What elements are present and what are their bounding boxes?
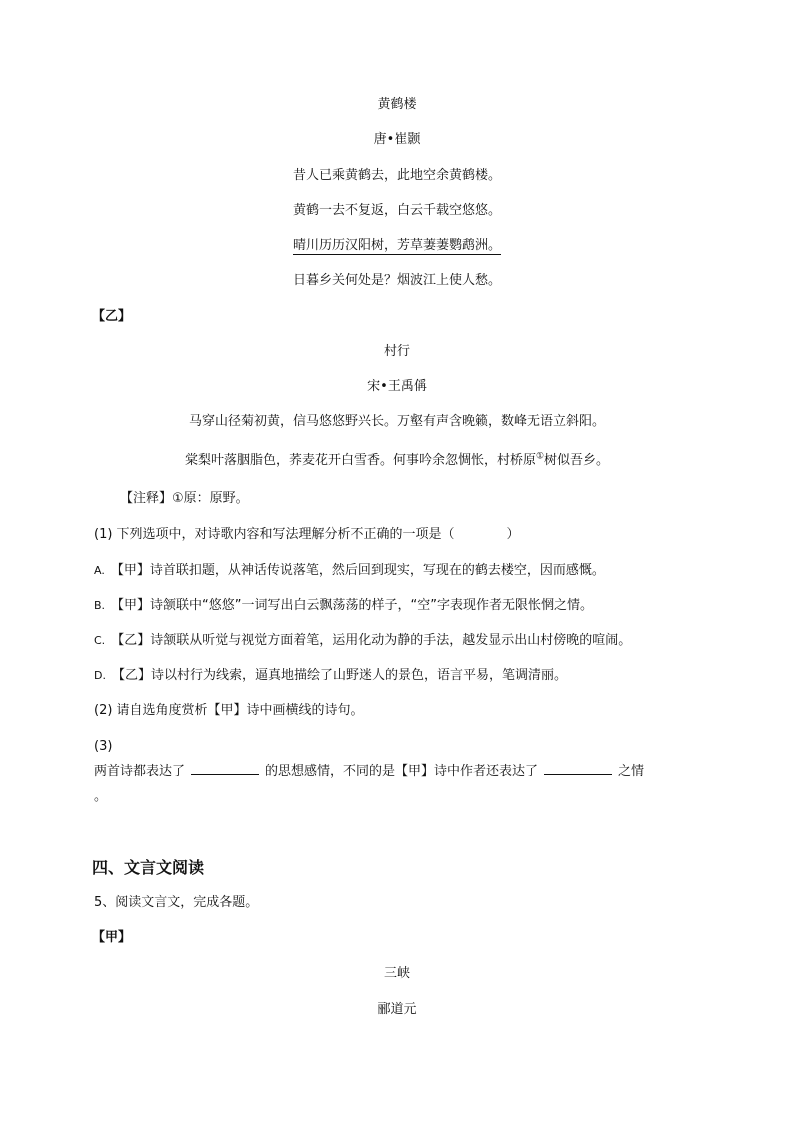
question-3-end: 。 xyxy=(94,789,108,804)
passage-title: 三峡 xyxy=(383,966,410,981)
poem-jia-line-1: 昔人已乘黄鹤去，此地空余黄鹤楼。 xyxy=(292,168,501,183)
option-text: 【甲】诗颔联中“悠悠”一词写出白云飘荡荡的样子，“空”字表现作者无限怅惘之情。 xyxy=(111,598,593,613)
poem-jia-author: 唐•崔颢 xyxy=(373,132,421,147)
question-3-text xyxy=(94,762,644,781)
q3-text-part2: 的思想感情，不同的是【甲】诗中作者还表达了 xyxy=(265,764,539,779)
option-text: 【乙】诗颔联从听觉与视觉方面着笔，运用化动为静的手法，越发显示出山村傍晚的喧闹。 xyxy=(111,633,632,648)
underlined-verse: 晴川历历汉阳树，芳草萋萋鹦鹉洲。 xyxy=(292,238,501,253)
poem-jia-line-3-underlined xyxy=(0,237,794,255)
option-letter: C. xyxy=(94,634,106,647)
passage-jia-label: 【甲】 xyxy=(92,930,132,945)
option-b[interactable] xyxy=(94,597,593,615)
poem-yi-note: 【注释】①原：原野。 xyxy=(120,491,249,506)
poem-jia-line-4: 日暮乡关何处是？烟波江上使人愁。 xyxy=(292,273,501,288)
option-letter: D. xyxy=(94,669,106,682)
option-text: 【乙】诗以村行为线索，逼真地描绘了山野迷人的景色，语言平易，笔调清丽。 xyxy=(111,668,567,683)
poem-yi-line-2-end: 树似吾乡。 xyxy=(544,453,610,468)
poem-yi-line-1: 马穿山径菊初黄，信马悠悠野兴长。万壑有声含晚籁，数峰无语立斜阳。 xyxy=(188,414,605,429)
option-letter: A. xyxy=(94,564,105,577)
poem-yi-line-2 xyxy=(0,452,794,470)
question-5: 5、阅读文言文，完成各题。 xyxy=(94,895,259,910)
poem-yi-line-2-text: 棠梨叶落胭脂色，荞麦花开白雪香。何事吟余忽惆怅，村桥原 xyxy=(184,453,536,468)
option-c[interactable] xyxy=(94,632,631,650)
poem-yi-title: 村行 xyxy=(383,344,410,359)
q3-text-part3: 之情 xyxy=(618,764,645,779)
option-a[interactable] xyxy=(94,562,605,580)
poem-yi-author: 宋•王禹偁 xyxy=(367,379,427,394)
question-3-number: (3) xyxy=(94,739,113,754)
q3-text-part1: 两首诗都表达了 xyxy=(94,764,186,779)
option-letter: B. xyxy=(94,599,106,612)
section-heading: 四、文言文阅读 xyxy=(92,858,205,877)
question-2: (2) 请自选角度赏析【甲】诗中画横线的诗句。 xyxy=(94,703,364,718)
option-d[interactable] xyxy=(94,667,567,685)
footnote-marker: ① xyxy=(535,451,545,462)
poem-yi-label: 【乙】 xyxy=(92,309,132,324)
poem-jia-line-2: 黄鹤一去不复返，白云千载空悠悠。 xyxy=(292,203,501,218)
answer-blank-2[interactable] xyxy=(544,762,612,775)
answer-blank-1[interactable] xyxy=(191,762,259,775)
poem-jia-title: 黄鹤楼 xyxy=(377,97,417,112)
option-text: 【甲】诗首联扣题，从神话传说落笔，然后回到现实，写现在的鹤去楼空，因而感慨。 xyxy=(110,563,605,578)
passage-author: 郦道元 xyxy=(377,1002,417,1017)
question-1: (1) 下列选项中，对诗歌内容和写法理解分析不正确的一项是（ ） xyxy=(94,527,520,542)
